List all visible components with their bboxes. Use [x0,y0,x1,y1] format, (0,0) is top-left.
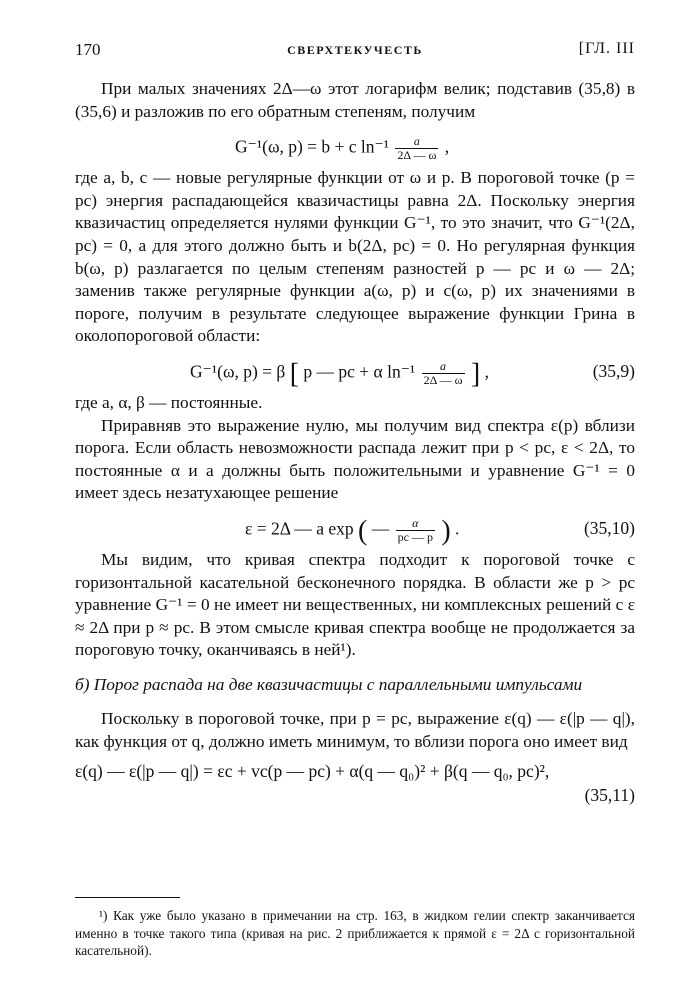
equation-1-formula [235,135,449,162]
fraction-denominator: 2Δ — ω [397,148,437,163]
running-title: СВЕРХТЕКУЧЕСТЬ [287,43,423,57]
equation-3-fraction [396,517,435,544]
fraction-numerator: a [413,134,420,149]
equation-4 [75,754,635,810]
paragraph-3: где a, α, β — постоянные. [75,392,263,412]
paragraph-4: Приравняв это выражение нулю, мы получим вид спектра ε(p) вблизи порога. Если область невозможности распада лежит при p < pc, ε < 2Δ, то постоянные α и a должны быть положительными и уравнение G⁻¹ = 0 имеет здесь незатухающее решение [75,415,635,503]
fraction-denominator: 2Δ — ω [423,372,463,387]
section-heading-b [75,674,635,697]
fraction-denominator: pc — p [397,529,433,544]
equation-1-fraction [395,135,438,162]
right-paren: ) [441,515,451,547]
equation-3-formula [245,515,460,547]
left-bracket: [ [289,358,300,390]
equation-1-tail: , [444,136,450,157]
page-header [75,40,635,64]
section-heading-b-text: б) Порог распада на две квазичастицы с параллельными импульсами [75,674,583,694]
chapter-label: [ГЛ. III [578,40,635,57]
page-body [75,78,635,810]
equation-3-lhs: ε = 2Δ — a exp [245,518,354,539]
equation-2-fraction [422,360,465,387]
equation-2-lhs: G⁻¹(ω, p) = β [190,361,286,382]
equation-1 [75,123,635,167]
fraction-numerator: a [440,358,447,373]
paragraph-5: Мы видим, что кривая спектра подходит к пороговой точке с горизонтальной касательной бесконечного порядка. В области же p > pc уравнение G⁻¹ = 0 не имеет ни вещественных, ни комплексных решений с ε ≈ 2Δ при p ≈ pc. В этом смысле кривая спектра вообще не продолжается за пороговую точку, оканчиваясь в ней¹). [75,549,635,660]
footnote-rule [75,897,180,898]
footnote: ¹) Как уже было указано в примечании на стр. 163, в жидком гелии спектр заканчивается именно в точке такого типа (кривая на рис. 2 приближается к прямой ε = 2Δ с горизонтальной касательной). [75,908,635,959]
equation-2-number: (35,9) [592,360,635,381]
page-number: 170 [75,40,101,59]
equation-3-tail: . [455,518,460,539]
paragraph-1: При малых значениях 2Δ—ω этот логарифм велик; подставив (35,8) в (35,6) и разложив по его обратным степеням, получим [75,79,635,121]
equation-4-number: (35,11) [584,784,635,805]
equation-2-inner: p — pc + α ln⁻¹ [303,361,416,382]
equation-2 [75,348,635,392]
fraction-numerator: α [412,515,419,530]
equation-2-tail: , [484,361,489,382]
equation-3 [75,505,635,549]
equation-4-formula: ε(q) — ε(|p — q|) = εc + vc(p — pc) + α(q — q₀)² + β(q — q₀, pc)², [75,760,550,781]
equation-2-formula [190,358,489,390]
right-bracket: ] [470,358,481,390]
paragraph-6: Поскольку в пороговой точке, при p = pc, выражение ε(q) — ε(|p — q|), как функция от q, должно иметь минимум, то вблизи порога оно имеет вид [75,709,635,752]
equation-3-number: (35,10) [583,517,635,538]
left-paren: ( [358,515,368,547]
paragraph-2: где a, b, c — новые регулярные функции от ω и p. В пороговой точке (p = pc) энергия распадающейся квазичастицы равна 2Δ. Поскольку энергия квазичастиц определяется нулями функции G⁻¹, то это значит, что G⁻¹(2Δ, pc) = 0, а для этого должно быть и b(2Δ, pc) = 0. Но регулярная функция b(ω, p) разлагается по целым степеням разностей p — pc и ω — 2Δ; заменив также регулярные функции a(ω, p) и c(ω, p) их значениями в пороге, получим в результате следующее выражение функции Грина в околопороговой области: [75,168,635,346]
equation-3-sign: — [371,518,390,539]
equation-1-lhs: G⁻¹(ω, p) = b + c ln⁻¹ [235,136,390,157]
